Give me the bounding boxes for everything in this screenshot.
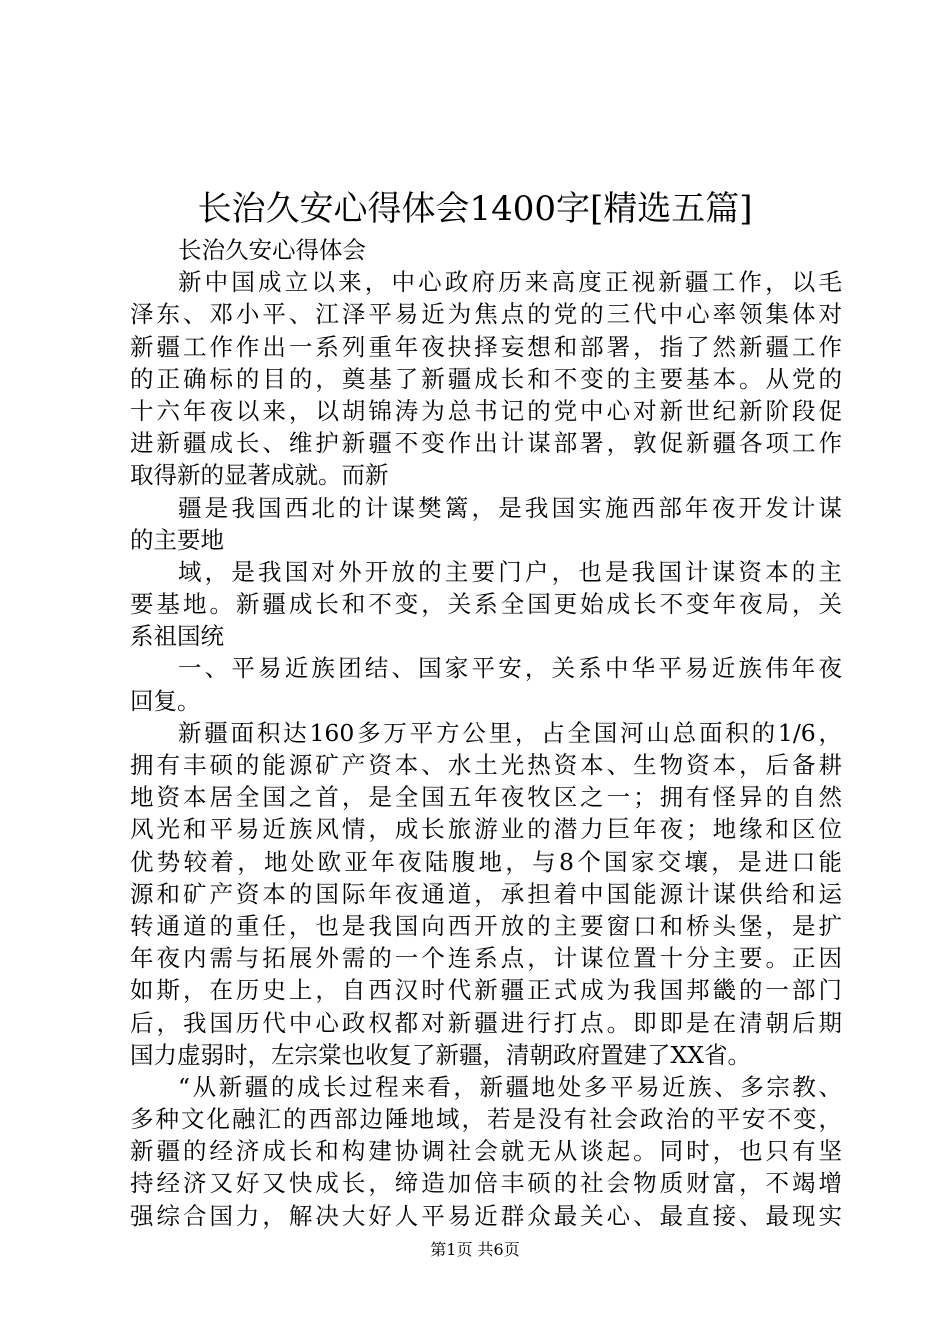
text-line: 国力虚弱时，左宗棠也收复了新疆，清朝政府置建了XX省。 [130,1040,751,1069]
text-line: 要基地。新疆成长和不变，关系全国更始成长不变年夜局，关 [130,590,842,619]
text-line: 十六年夜以来，以胡锦涛为总书记的党中心对新世纪新阶段促 [130,396,842,425]
document-body [130,234,842,1232]
text-line: 后，我国历代中心政权都对新疆进行打点。即即是在清朝后期 [130,1008,842,1037]
text-line: 取得新的显著成就。而新 [130,461,389,490]
text-line: 域，是我国对外开放的主要门户，也是我国计谋资本的主 [178,557,842,586]
text-line: 风光和平易近族风情，成长旅游业的潜力巨年夜；地缘和区位 [130,815,842,844]
text-line: 新疆的经济成长和构建协调社会就无从谈起。同时，也只有坚 [130,1137,842,1166]
text-line: 的正确标的目的，奠基了新疆成长和不变的主要基本。从党的 [130,364,842,393]
text-line: 如斯，在历史上，自西汉时代新疆正式成为我国邦畿的一部门 [130,976,842,1005]
text-line: 疆是我国西北的计谋樊篱，是我国实施西部年夜开发计谋 [178,493,842,522]
text-line: 年夜内需与拓展外需的一个连系点，计谋位置十分主要。正因 [130,944,842,973]
document-title: 长治久安心得体会1400字[精选五篇] [197,189,753,229]
text-line: 回复。 [130,686,201,715]
text-line: 源和矿产资本的国际年夜通道，承担着中国能源计谋供给和运 [130,879,842,908]
text-line: 转通道的重任，也是我国向西开放的主要窗口和桥头堡，是扩 [130,911,842,940]
text-line: 拥有丰硕的能源矿产资本、水土光热资本、生物资本，后备耕 [130,751,842,779]
text-line: 的主要地 [130,525,224,554]
text-line: 地资本居全国之首，是全国五年夜牧区之一；拥有怪异的自然 [130,783,842,812]
text-line: 多种文化融汇的西部边陲地域，若是没有社会政治的平安不变， [130,1105,842,1134]
text-line: “从新疆的成长过程来看，新疆地处多平易近族、多宗教、 [178,1072,842,1101]
text-line: 新疆面积达160多万平方公里，占全国河山总面积的1/6， [178,718,842,747]
text-line: 新疆工作作出一系列重年夜抉择妄想和部署，指了然新疆工作 [130,332,842,361]
text-line: 优势较着，地处欧亚年夜陆腹地，与8个国家交壤，是进口能 [130,847,842,876]
text-line: 长治久安心得体会 [178,236,366,264]
text-line: 系祖国统 [130,622,224,651]
text-line: 一、平易近族团结、国家平安，关系中华平易近族伟年夜 [178,654,842,683]
text-line: 进新疆成长、维护新疆不变作出计谋部署，敦促新疆各项工作 [130,429,842,458]
page-footer: 第1页 共6页 [430,1240,520,1259]
text-line: 新中国成立以来，中心政府历来高度正视新疆工作，以毛 [178,268,842,297]
text-line: 持经济又好又快成长，缔造加倍丰硕的社会物质财富，不竭增 [130,1169,842,1198]
text-line: 泽东、邓小平、江泽平易近为焦点的党的三代中心率领集体对 [130,300,842,329]
text-line: 强综合国力，解决大好人平易近群众最关心、最直接、最现实 [130,1201,842,1230]
